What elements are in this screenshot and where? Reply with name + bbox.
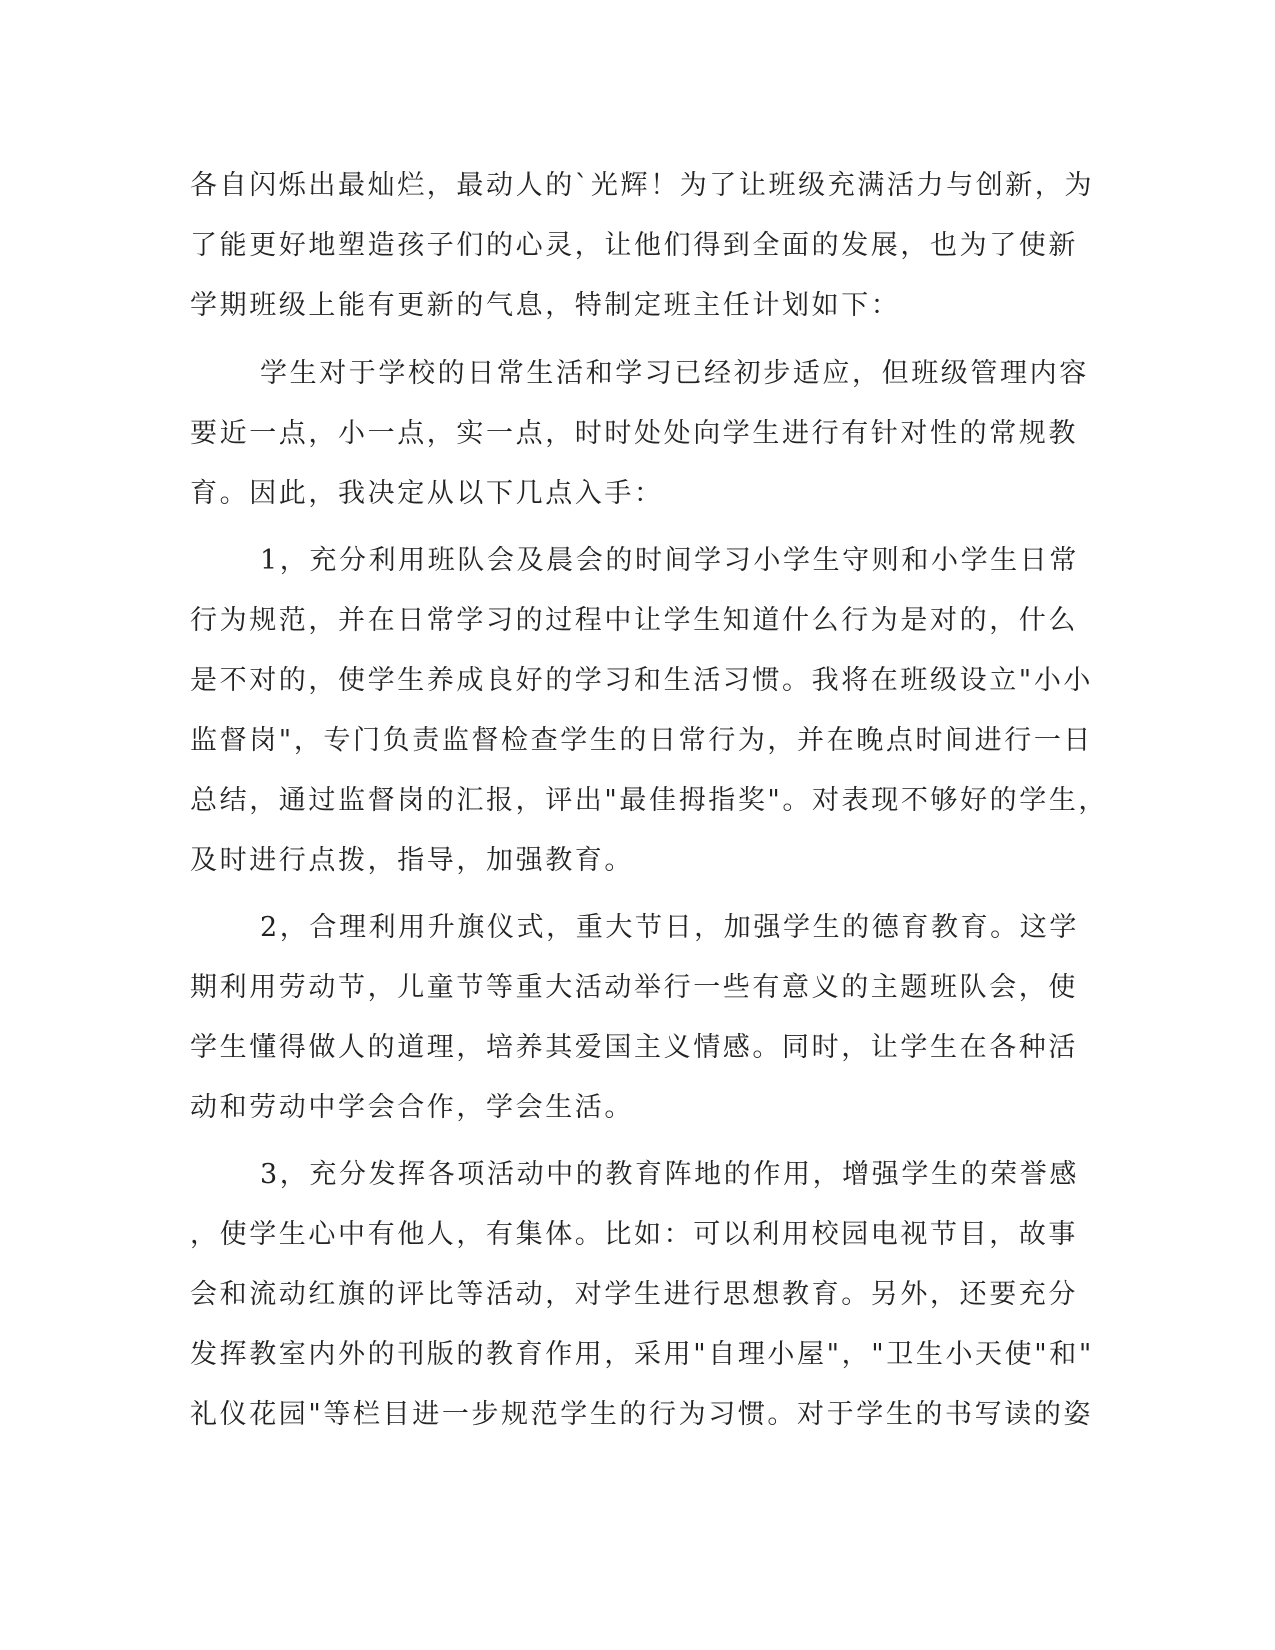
paragraph-first-line: 3，充分发挥各项活动中的教育阵地的作用，增强学生的荣誉感 (260, 1159, 1079, 1190)
text-line: 各自闪烁出最灿烂，最动人的`光辉！为了让班级充满活力与创新，为 (190, 170, 1095, 201)
text-line: 学生懂得做人的道理，培养其爱国主义情感。同时，让学生在各种活 (190, 1032, 1078, 1063)
text-line: 总结，通过监督岗的汇报，评出"最佳拇指奖"。对表现不够好的学生， (190, 785, 1109, 816)
paragraph-first-line: 2，合理利用升旗仪式，重大节日，加强学生的德育教育。这学 (260, 912, 1079, 943)
text-line: ，使学生心中有他人，有集体。比如：可以利用校园电视节目，故事 (190, 1219, 1078, 1250)
text-line: 礼仪花园"等栏目进一步规范学生的行为习惯。对于学生的书写读的姿 (190, 1399, 1094, 1430)
text-line: 期利用劳动节，儿童节等重大活动举行一些有意义的主题班队会，使 (190, 972, 1078, 1003)
text-line: 及时进行点拨，指导，加强教育。 (190, 845, 634, 876)
text-line: 行为规范，并在日常学习的过程中让学生知道什么行为是对的，什么 (190, 605, 1078, 636)
text-line: 要近一点，小一点，实一点，时时处处向学生进行有针对性的常规教 (190, 418, 1078, 449)
text-line: 是不对的，使学生养成良好的学习和生活习惯。我将在班级设立"小小 (190, 665, 1094, 696)
text-line: 动和劳动中学会合作，学会生活。 (190, 1092, 634, 1123)
text-line: 发挥教室内外的刊版的教育作用，采用"自理小屋"，"卫生小天使"和" (190, 1339, 1094, 1370)
paragraph-first-line: 学生对于学校的日常生活和学习已经初步适应，但班级管理内容 (260, 358, 1089, 389)
text-line: 育。因此，我决定从以下几点入手： (190, 478, 664, 509)
text-line: 了能更好地塑造孩子们的心灵，让他们得到全面的发展，也为了使新 (190, 230, 1078, 261)
text-line: 监督岗"，专门负责监督检查学生的日常行为，并在晚点时间进行一日 (190, 725, 1094, 756)
text-line: 学期班级上能有更新的气息，特制定班主任计划如下： (190, 290, 901, 321)
paragraph-first-line: 1，充分利用班队会及晨会的时间学习小学生守则和小学生日常 (260, 545, 1079, 576)
text-line: 会和流动红旗的评比等活动，对学生进行思想教育。另外，还要充分 (190, 1279, 1078, 1310)
